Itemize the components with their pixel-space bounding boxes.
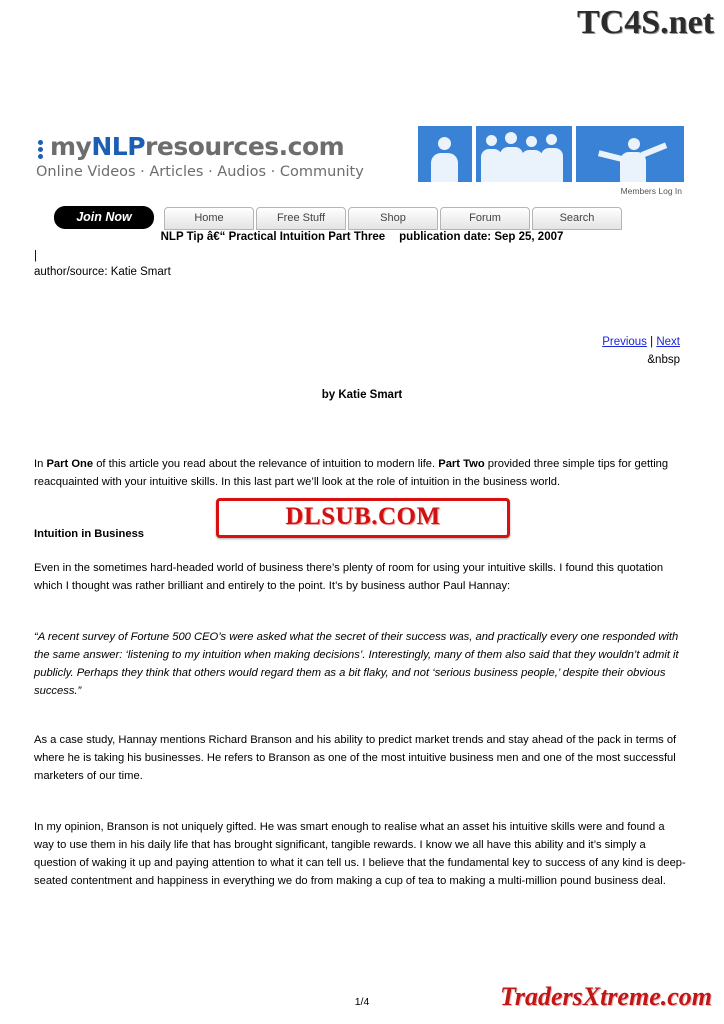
pipe-separator: |: [34, 250, 37, 262]
author-source: author/source: Katie Smart: [34, 266, 171, 278]
nav-item-home[interactable]: Home: [164, 207, 254, 230]
article-title-row: [0, 231, 724, 243]
nav-item-forum[interactable]: Forum: [440, 207, 530, 230]
intro-pre: In: [34, 458, 47, 470]
section-heading-intuition-in-business: Intuition in Business: [34, 528, 145, 540]
nav-item-free-stuff[interactable]: Free Stuff: [256, 207, 346, 230]
intro-part-two: Part Two: [438, 458, 485, 470]
logo-resources: resources.com: [145, 132, 345, 161]
page-number: 1/4: [354, 996, 370, 1008]
paragraph-even: Even in the sometimes hard-headed world of business there’s plenty of room for using your intuitive skills. I found this quotation which I thought was rather brilliant and entirely to the point. It’s by business author Paul Hannay:: [34, 562, 664, 592]
site-header: [36, 126, 684, 236]
paragraph-quote: “A recent survey of Fortune 500 CEO’s were asked what the secret of their success was, and practically every one responded with the same answer: ‘listening to my intuition when making decisions’. Interestingly, many of them also said that they wouldn’t admit it publicly. Perhaps they think that others would regard them as a bit flaky, and not ‘serious business people,’ despite their obvious success.”: [34, 631, 679, 697]
intro-mid: of this article you read about the relevance of intuition to modern life.: [93, 458, 439, 470]
article-pager: [602, 336, 680, 348]
nav-item-shop[interactable]: Shop: [348, 207, 438, 230]
logo-my: my: [50, 132, 92, 161]
tc4s-watermark: TC4S.net: [577, 4, 714, 41]
paragraph-opinion: In my opinion, Branson is not uniquely gifted. He was smart enough to realise what an asset his intuitive skills were and found a way to use them in his daily life that has brought significant, tangible rewards. I know we all have this ability and it’s simply a question of waking it up and paying attention to what it can tell us. I believe that the fundamental key to success of any kind is deep-seated contentment and happiness in everything we do from making a cup of tea to making a multi-million pound business deal.: [34, 821, 686, 887]
article-title: NLP Tip â€“ Practical Intuition Part Three: [160, 231, 386, 243]
join-now-button[interactable]: Join Now: [54, 206, 154, 229]
pager-separator: |: [650, 336, 654, 348]
logo-nlp: NLP: [91, 132, 146, 161]
banner-photo-strip: [418, 126, 684, 188]
intro-post: provided three simple tips for getting reacquainted with your intuitive skills. In this last part we’ll look at the role of intuition in the business world.: [34, 458, 669, 488]
tradersxtreme-watermark: TradersXtreme.com: [499, 982, 712, 1011]
site-nav: [54, 206, 684, 230]
logo-tagline: Online Videos · Articles · Audios · Community: [36, 164, 364, 180]
paragraph-case-study: As a case study, Hannay mentions Richard Branson and his ability to predict market trends and stay ahead of the pack in terms of where he is taking his businesses. He refers to Branson as one of the most intuitive business men and one of the most successful marketers of our time.: [34, 734, 677, 782]
logo-text: [36, 132, 376, 161]
publication-date: publication date: Sep 25, 2007: [399, 231, 564, 243]
pager-nbsp-text: &nbsp: [647, 354, 680, 366]
members-login-link[interactable]: Members Log In: [620, 186, 682, 196]
paragraph-intro: [34, 455, 686, 491]
dlsub-watermark: DLSUB.COM: [216, 498, 510, 538]
banner-tile-person-icon: [418, 126, 472, 182]
site-logo[interactable]: [36, 132, 376, 180]
banner-tile-group-icon: [476, 126, 572, 182]
banner-tile-pointing-person-icon: [576, 126, 684, 182]
previous-link[interactable]: Previous: [602, 336, 647, 348]
logo-dots-icon: [36, 138, 50, 158]
nav-item-search[interactable]: Search: [532, 207, 622, 230]
intro-part-one: Part One: [46, 458, 94, 470]
byline: by Katie Smart: [321, 389, 403, 401]
next-link[interactable]: Next: [656, 336, 680, 348]
